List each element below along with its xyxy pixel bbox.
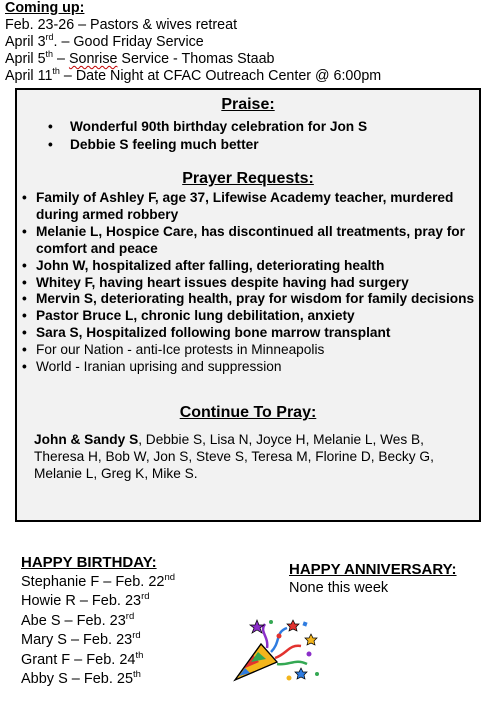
birthday-entry: Mary S – Feb. 23rd	[21, 630, 141, 648]
event-row: April 11th – Date Night at CFAC Outreach Center @ 6:00pm	[5, 66, 382, 84]
birthday-entry: Howie R – Feb. 23rd	[21, 591, 150, 609]
praise-list	[45, 118, 367, 153]
misspelled-word: Sonrise	[68, 51, 118, 67]
prayer-item: • For our Nation - anti-Ice protests in Minneapolis	[21, 342, 477, 359]
praise-item: • Wonderful 90th birthday celebration for Jon S	[45, 118, 367, 136]
anniversary-heading: HAPPY ANNIVERSARY:	[289, 561, 457, 578]
praise-heading: Praise:	[221, 96, 275, 113]
continue-heading: Continue To Pray:	[179, 404, 317, 421]
prayer-request-list	[21, 190, 477, 376]
prayer-item: • Family of Ashley F, age 37, Lifewise Academy teacher, murdered during armed robbery	[21, 190, 477, 224]
birthday-entry: Grant F – Feb. 24th	[21, 649, 144, 668]
continue-bold-names: John & Sandy S	[34, 432, 139, 447]
event-row: Feb. 23-26 – Pastors & wives retreat	[5, 17, 238, 33]
prayer-item: • Whitey F, having heart issues despite having had surgery	[21, 275, 477, 292]
anniversary-section	[289, 561, 457, 597]
anniversary-text: None this week	[289, 580, 389, 596]
prayer-item: • John W, hospitalized after falling, deteriorating health	[21, 258, 477, 275]
continue-names: John & Sandy S, Debbie S, Lisa N, Joyce H, Melanie L, Wes B, Theresa H, Bob W, Jon S, Steve S, Teresa M, Florine D, Becky G, Melanie L, Greg K, Mike S.	[34, 432, 434, 481]
prayer-box	[15, 88, 481, 522]
party-popper-icon	[231, 618, 321, 686]
prayer-item: • World - Iranian uprising and suppression	[21, 359, 477, 376]
event-row: April 3rd. – Good Friday Service	[5, 32, 204, 50]
birthday-entry: Abby S – Feb. 25th	[21, 669, 141, 687]
coming-up-heading: Coming up:	[5, 0, 85, 16]
birthday-heading: HAPPY BIRTHDAY:	[21, 554, 157, 571]
coming-up-section	[5, 0, 381, 85]
prayer-item: • Pastor Bruce L, chronic lung debilitation, anxiety	[21, 308, 477, 325]
prayer-requests-heading: Prayer Requests:	[182, 170, 314, 187]
prayer-item: • Sara S, Hospitalized following bone marrow transplant	[21, 325, 477, 342]
event-row: April 5th – Sonrise Service - Thomas Staab	[5, 49, 275, 67]
prayer-item: • Mervin S, deteriorating health, pray for wisdom for family decisions	[21, 291, 477, 308]
birthday-section	[21, 553, 175, 690]
birthday-entry: Abe S – Feb. 23rd	[21, 610, 135, 629]
praise-item: • Debbie S feeling much better	[45, 136, 367, 154]
birthday-entry: Stephanie F – Feb. 22nd	[21, 571, 176, 590]
prayer-item: • Melanie L, Hospice Care, has discontinued all treatments, pray for comfort and peace	[21, 224, 477, 258]
